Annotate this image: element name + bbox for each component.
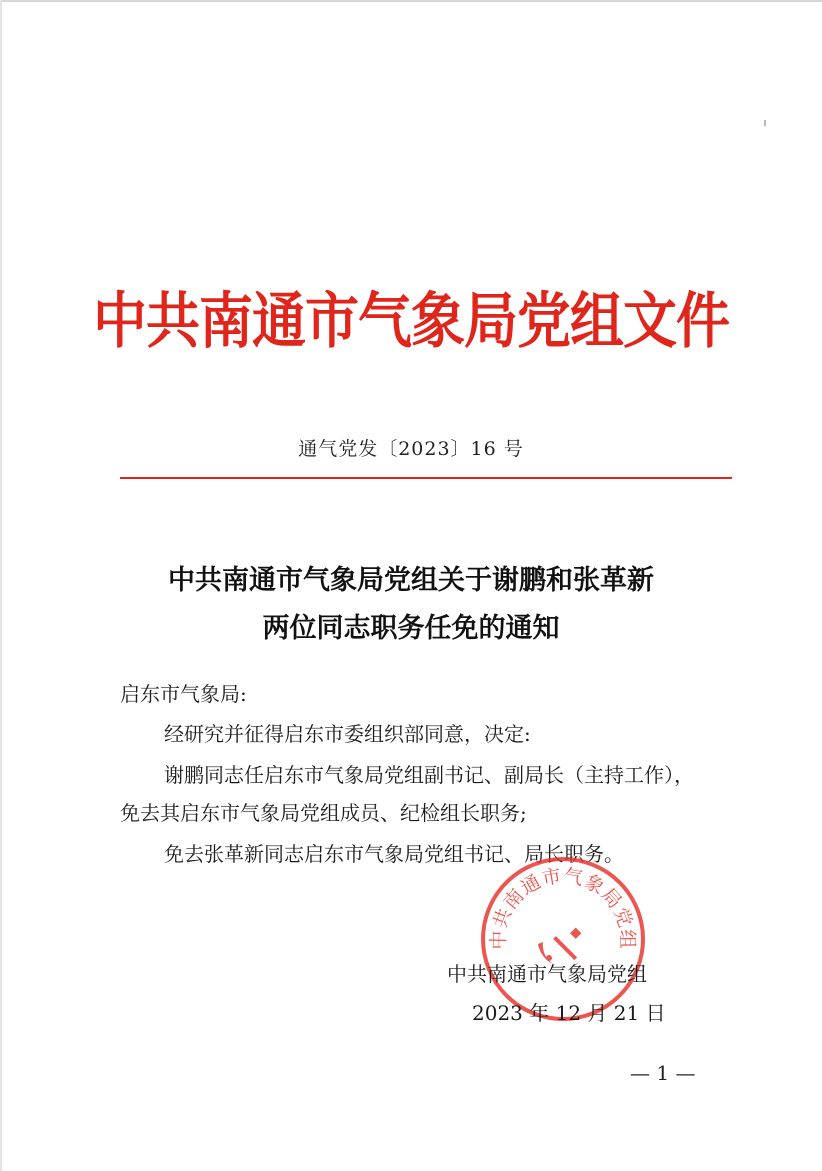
addressee: 启东市气象局: (120, 682, 247, 706)
notice-title-line-1: 中共南通市气象局党组关于谢鹏和张革新 (168, 565, 654, 596)
body-paragraph-2: 谢鹏同志任启东市气象局党组副书记、副局长（主持工作）， (164, 763, 694, 787)
scan-speck (764, 120, 766, 126)
body-paragraph-3: 免去张革新同志启东市气象局党组书记、局长职务。 (164, 842, 624, 866)
issuer-signature: 中共南通市气象局党组 (447, 962, 647, 986)
page-number: — 1 — (630, 1061, 696, 1085)
document-number: 通气党发〔2023〕16 号 (298, 438, 524, 460)
issue-date: 2023 年 12 月 21 日 (472, 1001, 666, 1025)
body-paragraph-1: 经研究并征得启东市委组织部同意，决定: (164, 722, 531, 746)
body-paragraph-2-continued: 免去其启东市气象局党组成员、纪检组长职务; (120, 801, 527, 825)
red-divider-line (120, 477, 732, 479)
document-masthead: 中共南通市气象局党组文件 (93, 285, 729, 357)
seal-text: 中共南通市气象局党组 (487, 864, 639, 950)
notice-title-line-2: 两位同志职务任免的通知 (262, 613, 560, 644)
scan-edge (0, 0, 822, 2)
